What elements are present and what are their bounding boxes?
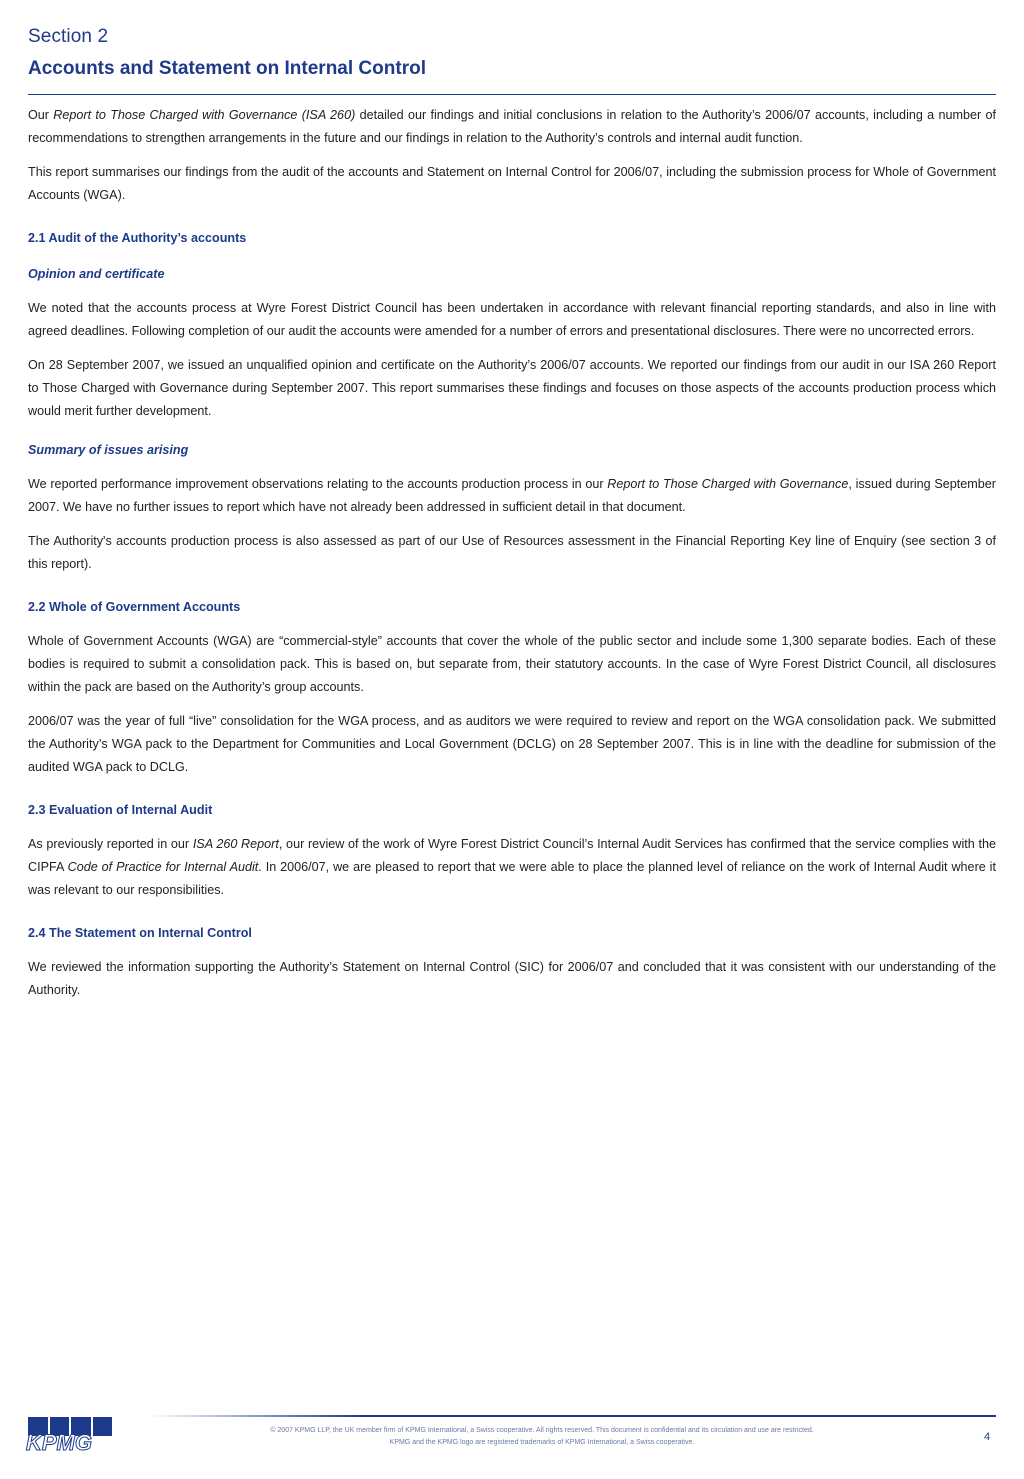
heading-2-2: 2.2 Whole of Government Accounts (28, 600, 241, 614)
s21-paragraph-2: On 28 September 2007, we issued an unqualified opinion and certificate on the Authority’s 2006/07 accounts. We reported our findings from our audit in our ISA 260 Report to Those Charged with Governance during September 2007. This report summarises these findings and focuses on those aspects of the accounts production process which would merit further development. (28, 358, 996, 418)
s21-paragraph-4: The Authority's accounts production process is also assessed as part of our Use of Resources assessment in the Financial Reporting Key line of Enquiry (see section 3 of this report). (28, 534, 996, 571)
page-title: Accounts and Statement on Internal Control (28, 58, 426, 79)
intro-paragraph-2: This report summarises our findings from the audit of the accounts and Statement on Internal Control for 2006/07, including the submission process for Whole of Government Accounts (WGA). (28, 165, 996, 202)
text-run: , our review of the work of Wyre Forest District Council’s Internal Audit Services has confirmed that the service complies with the CIPFA (28, 837, 996, 874)
heading-2-4: 2.4 The Statement on Internal Control (28, 926, 252, 940)
subheading-summary: Summary of issues arising (28, 443, 189, 457)
copyright-line-1: © 2007 KPMG LLP, the UK member firm of KPMG International, a Swiss cooperative. All rights reserved. This document is confidential and its circulation and use are restricted. (270, 1427, 814, 1434)
s22-paragraph-2: 2006/07 was the year of full “live” consolidation for the WGA process, and as auditors we were required to review and report on the WGA consolidation pack. We submitted the Authority’s WGA pack to the Department for Communities and Local Government (DCLG) on 28 September 2007. This is in line with the deadline for submission of the audited WGA pack to DCLG. (28, 714, 996, 774)
title-divider (28, 94, 996, 95)
intro-paragraph-1 (28, 104, 996, 150)
text-run: As previously reported in our (28, 837, 193, 851)
heading-2-3: 2.3 Evaluation of Internal Audit (28, 803, 213, 817)
s21-paragraph-3 (28, 473, 996, 519)
logo-wordmark: KPMG (26, 1430, 92, 1455)
section-label: Section 2 (28, 26, 109, 47)
report-title-italic: ISA 260 Report (192, 837, 279, 851)
heading-2-1: 2.1 Audit of the Authority’s accounts (28, 231, 247, 245)
footer-divider (150, 1415, 996, 1417)
page-number: 4 (984, 1431, 991, 1443)
s24-paragraph-1: We reviewed the information supporting the Authority’s Statement on Internal Control (SIC) for 2006/07 and concluded that it was consistent with our understanding of the Authority. (28, 960, 996, 997)
s21-paragraph-1: We noted that the accounts process at Wyre Forest District Council has been undertaken in accordance with relevant financial reporting standards, and also in line with agreed deadlines. Following completion of our audit the accounts were amended for a number of errors and presentational disclosures. There were no uncorrected errors. (28, 301, 996, 338)
copyright-line-2: KPMG and the KPMG logo are registered trademarks of KPMG International, a Swiss cooperative. (389, 1439, 695, 1446)
s22-paragraph-1: Whole of Government Accounts (WGA) are “commercial-style” accounts that cover the whole of the public sector and include some 1,300 separate bodies. Each of these bodies is required to submit a consolidation pack. This is based on, but separate from, their statutory accounts. In the case of Wyre Forest District Council, all disclosures within the pack are based on the Authority’s group accounts. (28, 634, 996, 694)
copyright-notice (262, 1425, 822, 1449)
text-run: , issued during September 2007. We have no further issues to report which have not already been addressed in sufficient detail in that document. (28, 477, 996, 514)
code-title-italic: Code of Practice for Internal Audit (67, 860, 259, 874)
main-content (28, 104, 996, 1013)
subheading-opinion: Opinion and certificate (28, 267, 165, 281)
text-run: We reported performance improvement observations relating to the accounts production process in our (28, 477, 608, 491)
kpmg-logo (26, 1417, 112, 1455)
text-run: detailed our findings and initial conclusions in relation to the Authority’s 2006/07 accounts, including a number of recommendations to strengthen arrangements in the future and our findings in relation to the Authority’s controls and internal audit function. (28, 108, 996, 145)
text-run: . In 2006/07, we are pleased to report that we were able to place the planned level of reliance on the work of Internal Audit where it was relevant to our responsibilities. (28, 860, 996, 897)
report-title-italic: Report to Those Charged with Governance (ISA 260) (53, 108, 356, 122)
report-title-italic: Report to Those Charged with Governance (607, 477, 849, 491)
s23-paragraph-1 (28, 833, 996, 902)
text-run: Our (28, 108, 54, 122)
